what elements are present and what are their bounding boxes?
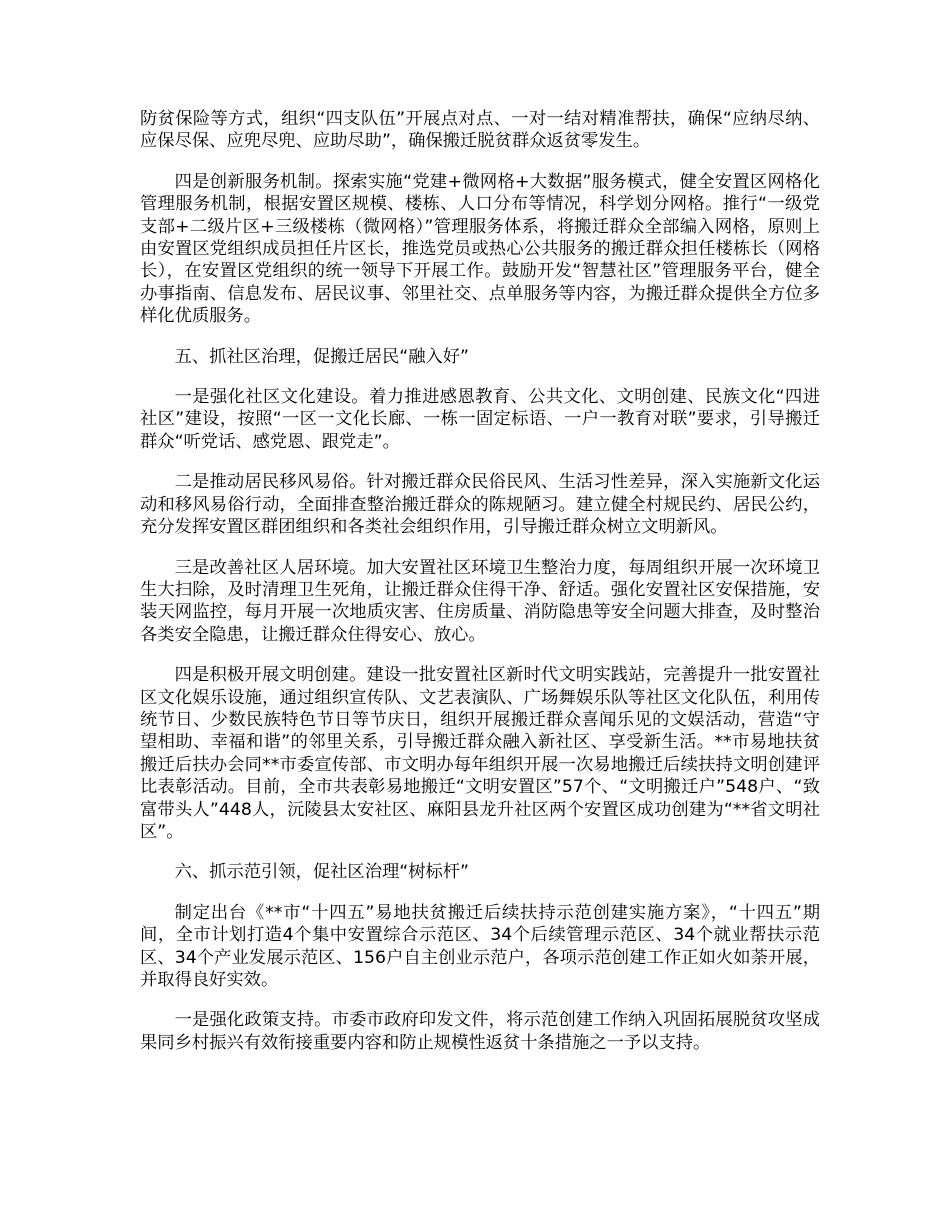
section-heading-community-governance: 五、抓社区治理，促搬迁居民“融入好” [174, 346, 470, 367]
paragraph-poverty-insurance: 防贫保险等方式，组织“四支队伍”开展点对点、一对一结对精准帮扶，确保“应纳尽纳、应保尽保、应兜尽兜、应助尽助”，确保搬迁脱贫群众返贫零发生。 [140, 109, 820, 152]
paragraph-demonstration-plan: 制定出台《**市“十四五”易地扶贫搬迁后续扶持示范创建实施方案》，“十四五”期间，全市计划打造4个集中安置综合示范区、34个后续管理示范区、34个就业帮扶示范区、34个产业发展示范区、156户自主创业示范户，各项示范创建工作正如火如荼开展，并取得良好实效。 [140, 902, 820, 990]
paragraph-customs-reform: 二是推动居民移风易俗。针对搬迁群众民俗民风、生活习性差异，深入实施新文化运动和移风易俗行动，全面排查整治搬迁群众的陈规陋习。建立健全村规民约、居民公约，充分发挥安置区群团组织和各类社会组织作用，引导搬迁群众树立文明新风。 [140, 472, 820, 538]
document-page [140, 108, 820, 1072]
paragraph-community-culture: 一是强化社区文化建设。着力推进感恩教育、公共文化、文明创建、民族文化“四进社区”建设，按照“一区一文化长廊、一栋一固定标语、一户一教育对联”要求，引导搬迁群众“听党话、感党恩、跟党走”。 [140, 387, 820, 452]
paragraph-service-mechanism: 四是创新服务机制。探索实施“党建+微网格+大数据”服务模式，健全安置区网格化管理服务机制，根据安置区规模、楼栋、人口分布等情况，科学划分网格。推行“一级党支部+二级片区+三级楼栋（微网格）”管理服务体系，将搬迁群众全部编入网格，原则上由安置区党组织成员担任片区长，推选党员或热心公共服务的搬迁群众担任楼栋长（网格长），在安置区党组织的统一领导下开展工作。鼓励开发“智慧社区”管理服务平台，健全办事指南、信息发布、居民议事、邻里社交、点单服务等内容，为搬迁群众提供全方位多样化优质服务。 [140, 171, 820, 327]
paragraph-civilization-creation: 四是积极开展文明创建。建设一批安置社区新时代文明实践站，完善提升一批安置社区文化娱乐设施，通过组织宣传队、文艺表演队、广场舞娱乐队等社区文化队伍，利用传统节日、少数民族特色节日等节庆日，组织开展搬迁群众喜闻乐见的文娱活动，营造“守望相助、幸福和谐”的邻里关系，引导搬迁群众融入新社区、享受新生活。**市易地扶贫搬迁后扶办会同**市委宣传部、市文明办每年组织开展一次易地搬迁后续扶持文明创建评比表彰活动。目前，全市共表彰易地搬迁“文明安置区”57个、“文明搬迁户”548户、“致富带头人”448人，沅陵县太安社区、麻阳县龙升社区两个安置区成功创建为“**省文明社区”。 [140, 665, 820, 842]
paragraph-policy-support: 一是强化政策支持。市委市政府印发文件，将示范创建工作纳入巩固拓展脱贫攻坚成果同乡村振兴有效衔接重要内容和防止规模性返贫十条措施之一予以支持。 [140, 1010, 820, 1053]
section-heading-demonstration: 六、抓示范引领，促社区治理“树标杆” [174, 862, 470, 883]
paragraph-living-environment: 三是改善社区人居环境。加大安置社区环境卫生整治力度，每周组织开展一次环境卫生大扫除，及时清理卫生死角，让搬迁群众住得干净、舒适。强化安置社区安保措施，安装天网监控，每月开展一次地质灾害、住房质量、消防隐患等安全问题大排查，及时整治各类安全隐患，让搬迁群众住得安心、放心。 [140, 557, 820, 645]
